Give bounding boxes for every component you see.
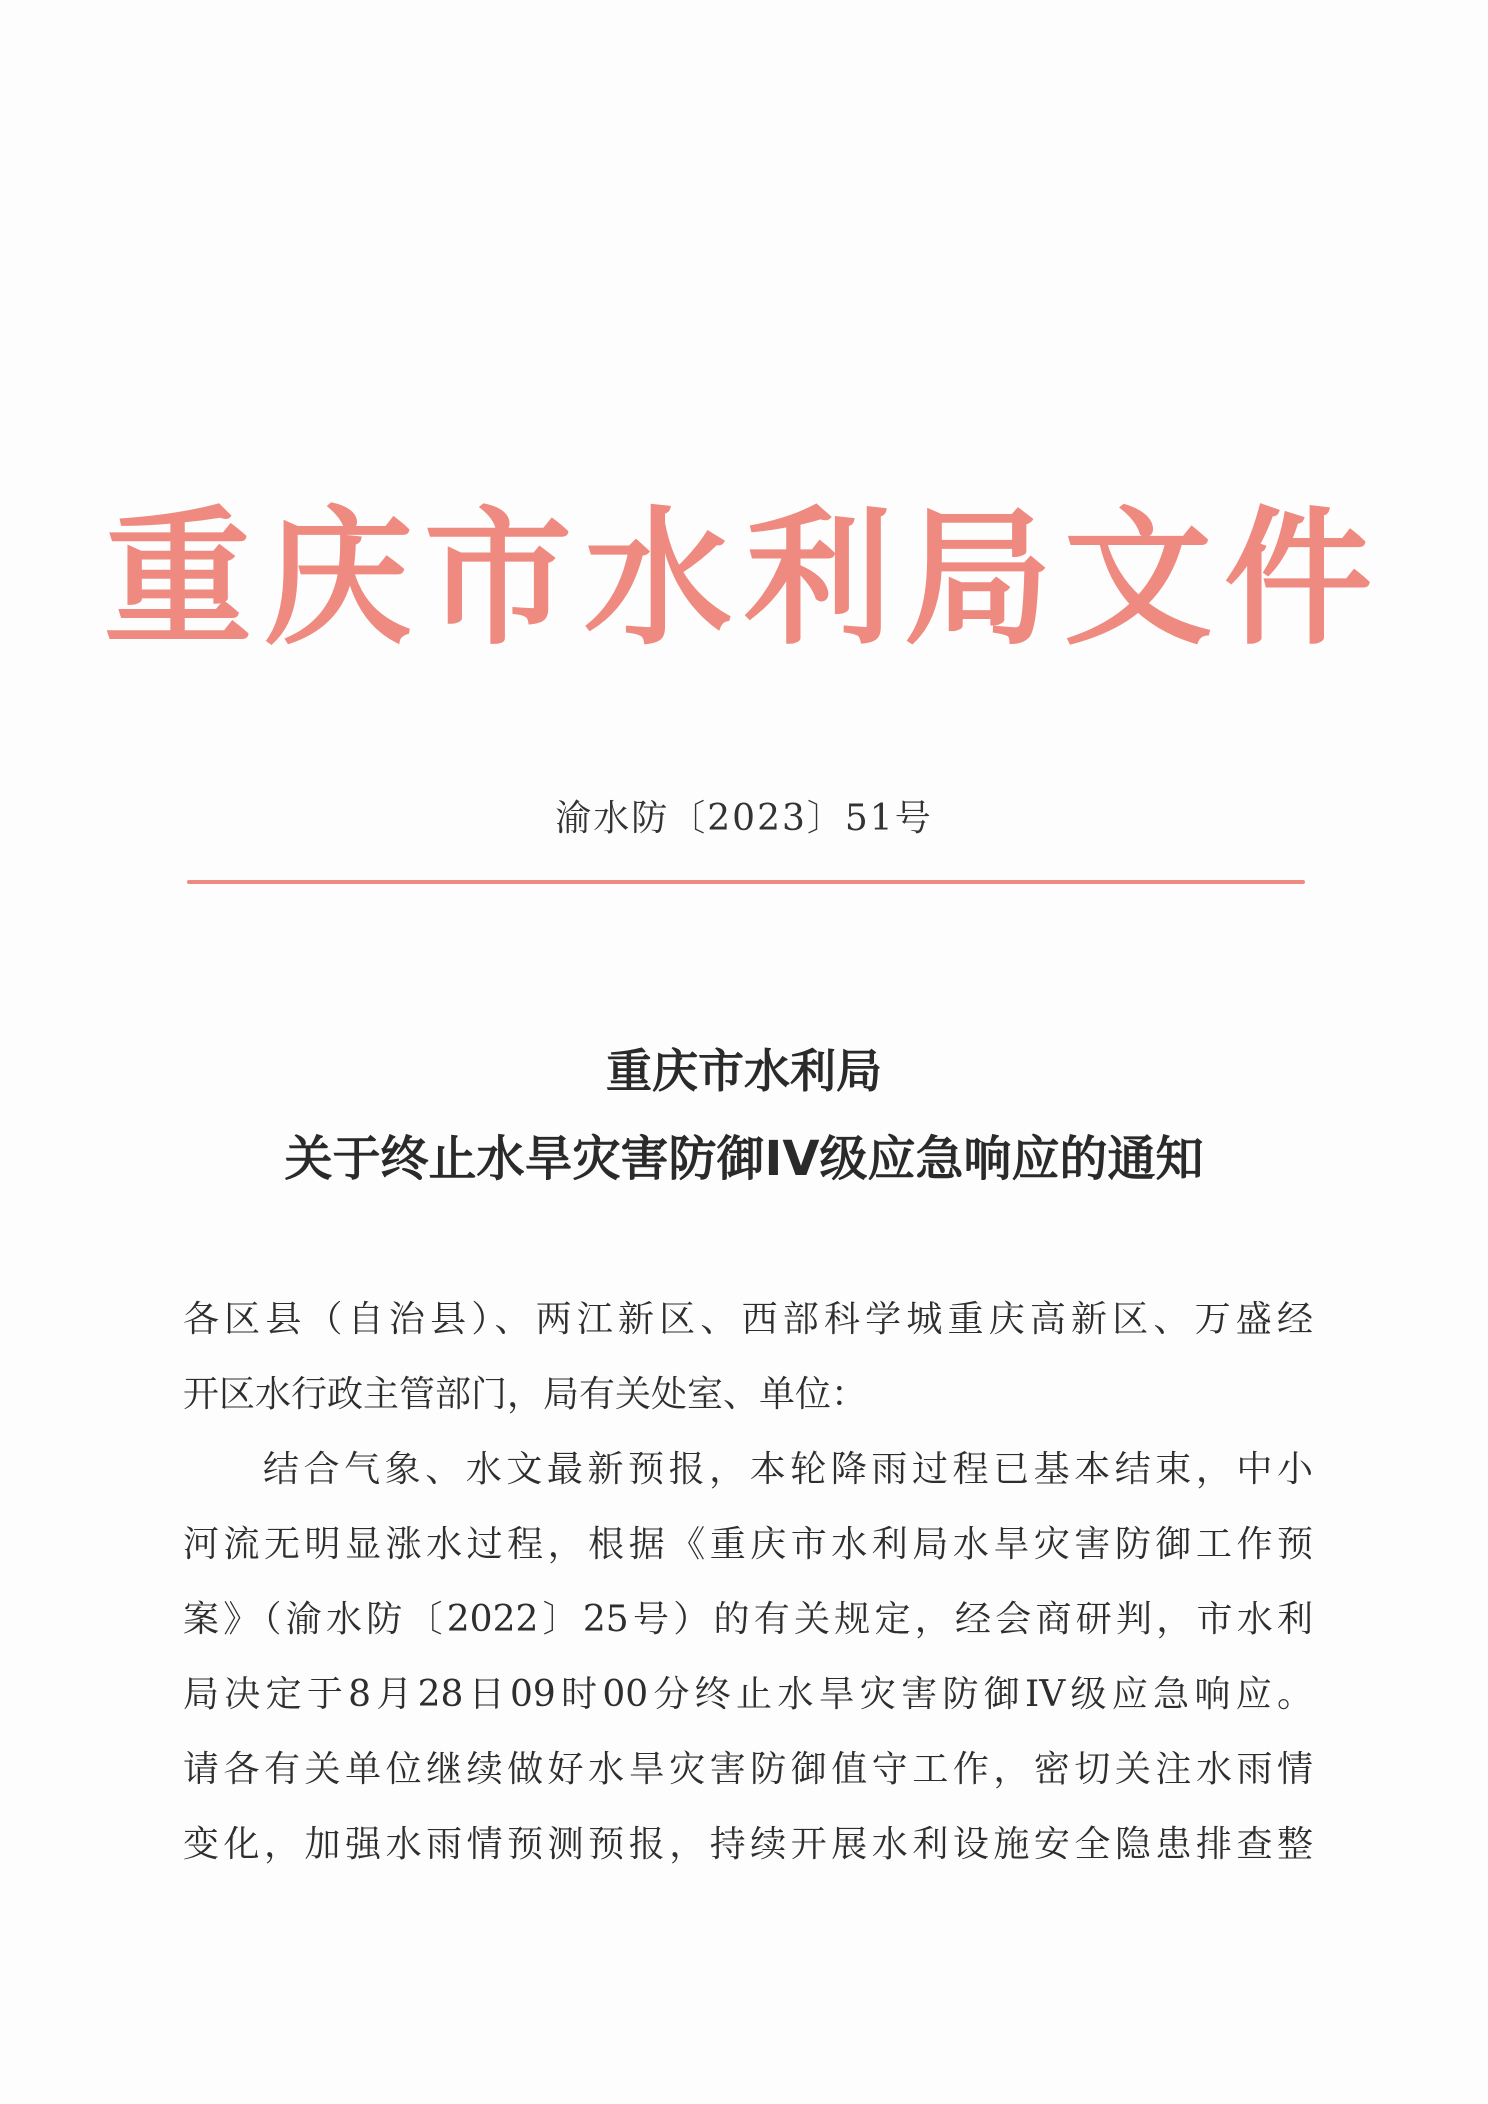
body-line-6: 变化，加强水雨情预测预报，持续开展水利设施安全隐患排查整 — [183, 1824, 1313, 1865]
red-divider-line — [187, 880, 1305, 884]
masthead-title: 重庆市水利局文件 — [104, 493, 1384, 665]
document-number: 渝水防〔2023〕51号 — [555, 798, 933, 839]
body-line-4: 局决定于8月28日09时00分终止水旱灾害防御IV级应急响应。 — [183, 1674, 1313, 1715]
notice-title-line-2: 关于终止水旱灾害防御IV级应急响应的通知 — [284, 1131, 1204, 1187]
body-line-3: 案》（渝水防〔2022〕25号）的有关规定，经会商研判，市水利 — [183, 1599, 1313, 1640]
body-line-1: 结合气象、水文最新预报，本轮降雨过程已基本结束，中小 — [263, 1449, 1313, 1490]
notice-title-line-1: 重庆市水利局 — [606, 1044, 882, 1098]
addressee-line-1: 各区县（自治县）、两江新区、西部科学城重庆高新区、万盛经 — [183, 1299, 1313, 1340]
body-line-5: 请各有关单位继续做好水旱灾害防御值守工作，密切关注水雨情 — [183, 1749, 1313, 1790]
addressee-line-2: 开区水行政主管部门，局有关处室、单位： — [183, 1374, 868, 1415]
body-line-2: 河流无明显涨水过程，根据《重庆市水利局水旱灾害防御工作预 — [183, 1524, 1313, 1565]
